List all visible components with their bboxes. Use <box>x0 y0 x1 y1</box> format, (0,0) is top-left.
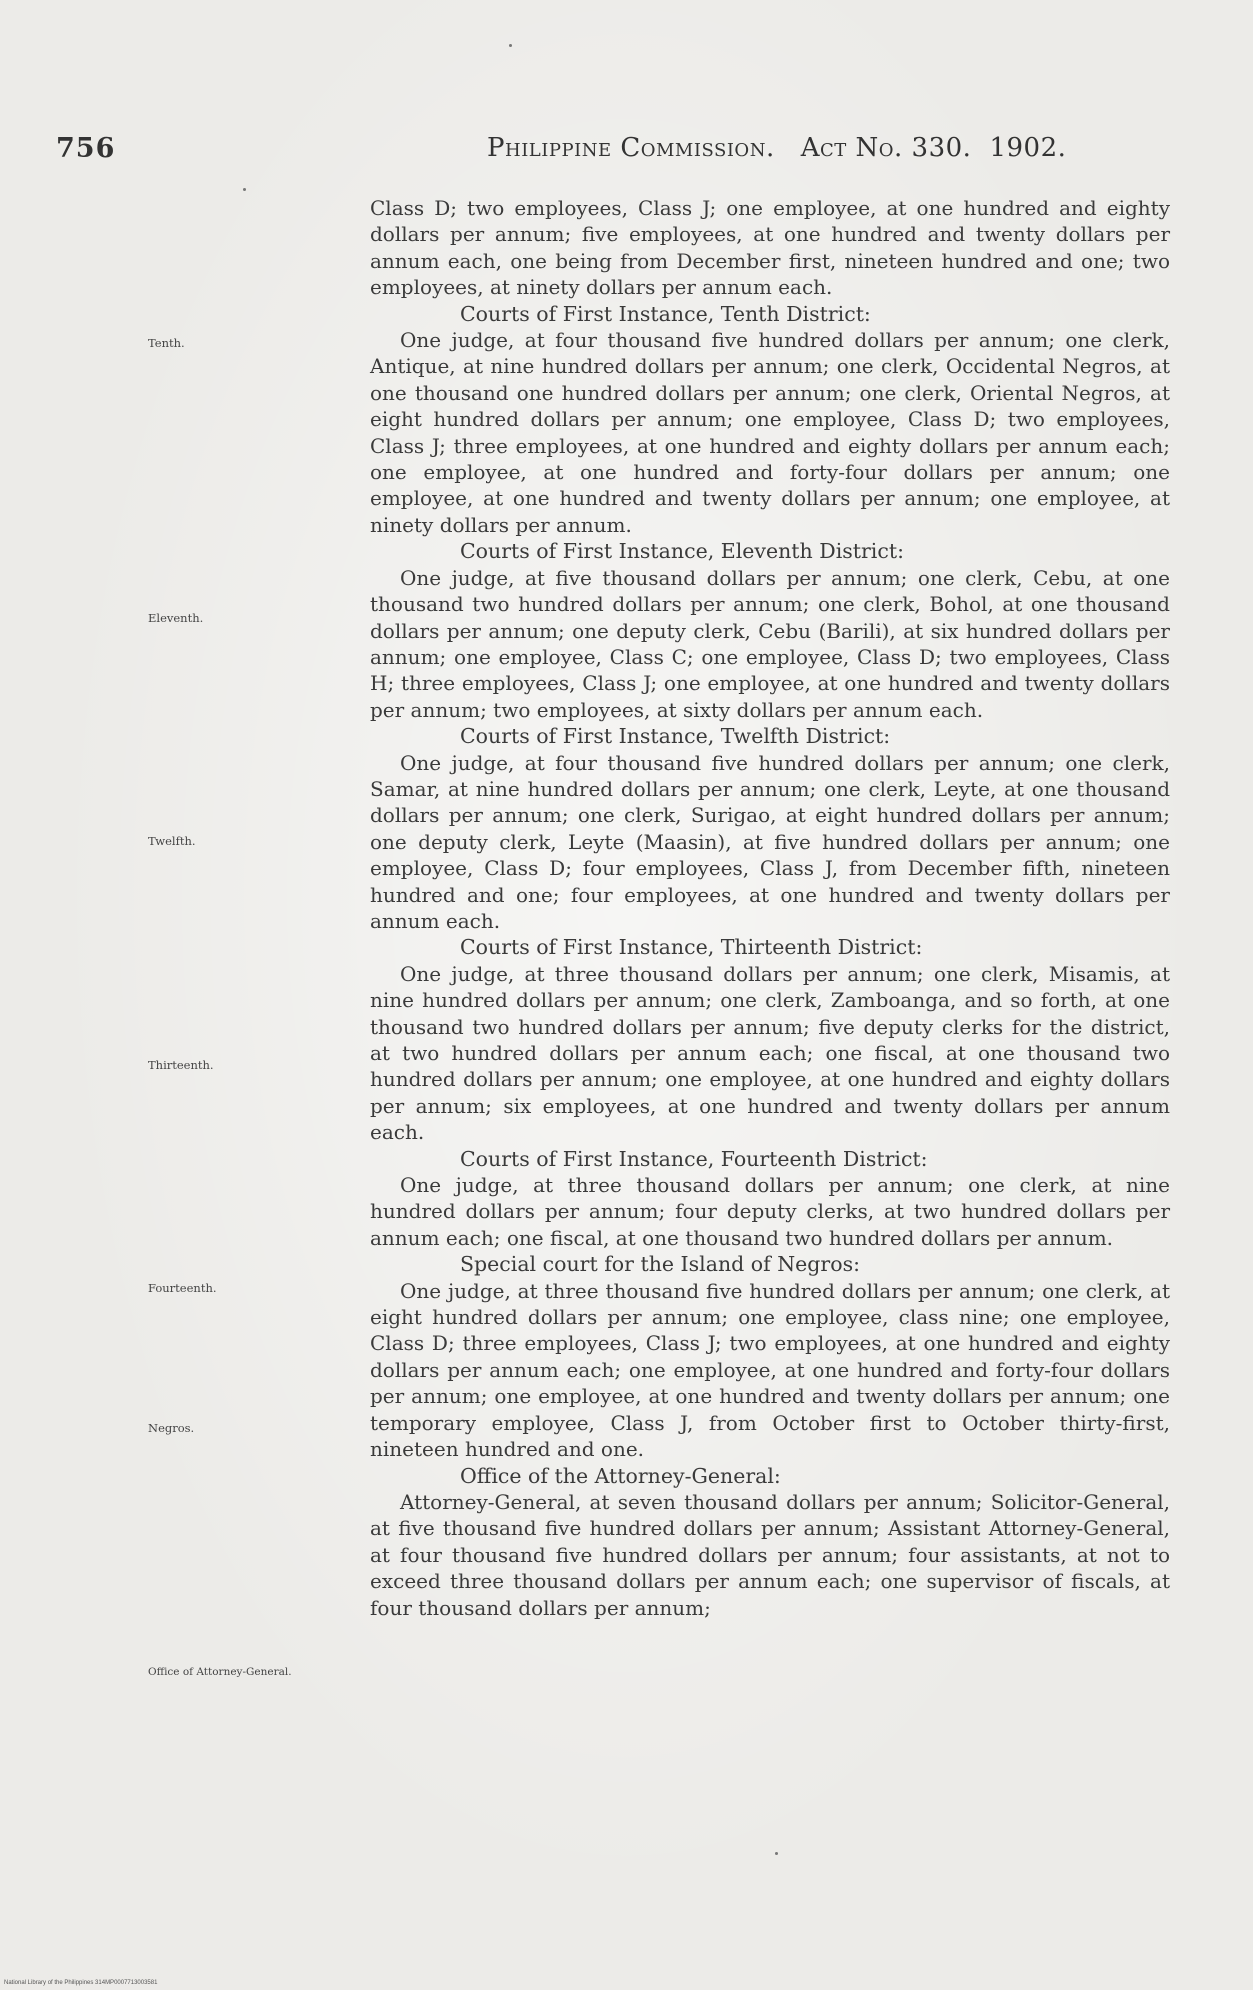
paragraph-fourteenth: One judge, at three thousand dollars per annum; one clerk, at nine hundred dollars per annum; four deputy clerks, at two hundred dollars per annum each; one fiscal, at one thousand two hundred dollars per annum. <box>370 1173 1170 1250</box>
section-heading-tenth: Courts of First Instance, Tenth District: <box>460 301 871 326</box>
section-heading-thirteenth: Courts of First Instance, Thirteenth District: <box>460 935 923 960</box>
page-number: 756 <box>56 133 116 164</box>
main-text <box>370 195 1170 1621</box>
paragraph-twelfth: One judge, at four thousand five hundred dollars per annum; one clerk, Samar, at nine hundred dollars per annum; one clerk, Leyte, at one thousand dollars per annum; one clerk, Surigao, at eight hundred dollars per annum; one deputy clerk, Leyte (Maasin), at five hundred dollars per annum; one employee, Class D; four employees, Class J, from December fifth, nineteen hundred and one; four employees, at one hundred and twenty dollars per annum each. <box>370 750 1170 933</box>
running-head-year: 1902. <box>989 133 1067 163</box>
margin-note-eleventh: Eleventh. <box>148 611 204 625</box>
paragraph-negros: One judge, at three thousand five hundred dollars per annum; one clerk, at eight hundred dollars per annum; one employee, class nine; one employee, Class D; three employees, Class J; two employees, at one hundred and eighty dollars per annum each; one employee, at one hundred and forty-four dollars per annum; one employee, at one hundred and twenty dollars per annum; one temporary employee, Class J, from October first to October thirty-first, nineteen hundred and one. <box>370 1278 1170 1462</box>
paragraph-continuation: Class D; two employees, Class J; one employee, at one hundred and eighty dollars per annum; five employees, at one hundred and twenty dollars per annum each, one being from December first, nineteen hundred and one; two employees, at ninety dollars per annum each. <box>370 196 1170 300</box>
margin-note-negros: Negros. <box>148 1421 195 1435</box>
section-heading-eleventh: Courts of First Instance, Eleventh District: <box>460 539 904 564</box>
paragraph-tenth: One judge, at four thousand five hundred dollars per annum; one clerk, Antique, at nine hundred dollars per annum; one clerk, Occidental Negros, at one thousand one hundred dollars per annum; one clerk, Oriental Negros, at eight hundred dollars per annum; one employee, Class D; two employees, Class J; three employees, at one hundred and eighty dollars per annum each; one employee, at one hundred and forty-four dollars per annum; one employee, at one hundred and twenty dollars per annum; one employee, at ninety dollars per annum. <box>370 328 1170 537</box>
margin-note-twelfth: Twelfth. <box>148 834 196 848</box>
margin-note-tenth: Tenth. <box>148 336 185 350</box>
scan-credit: National Library of the Philippines 314MP0007713003581 <box>4 1980 158 1986</box>
page-header <box>0 133 1253 173</box>
scan-speck <box>509 44 512 47</box>
margin-note-thirteenth: Thirteenth. <box>148 1058 214 1072</box>
running-head <box>487 133 1066 163</box>
section-heading-fourteenth: Courts of First Instance, Fourteenth District: <box>460 1146 928 1171</box>
paragraph-thirteenth: One judge, at three thousand dollars per annum; one clerk, Misamis, at nine hundred dollars per annum; one clerk, Zamboanga, and so forth, at one thousand two hundred dollars per annum; five deputy clerks for the district, at two hundred dollars per annum each; one fiscal, at one thousand two hundred dollars per annum; one employee, at one hundred and eighty dollars per annum; six employees, at one hundred and twenty dollars per annum each. <box>370 961 1170 1145</box>
scan-speck <box>775 1852 778 1855</box>
paragraph-eleventh: One judge, at five thousand dollars per annum; one clerk, Cebu, at one thousand two hundred dollars per annum; one clerk, Bohol, at one thousand dollars per annum; one deputy clerk, Cebu (Barili), at six hundred dollars per annum; one employee, Class C; one employee, Class D; two employees, Class H; three employees, Class J; one employee, at one hundred and twenty dollars per annum; two employees, at sixty dollars per annum each. <box>370 565 1170 722</box>
margin-note-attorney-general: Office of Attorney-General. <box>148 1666 292 1678</box>
section-heading-attorney-general: Office of the Attorney-General: <box>460 1463 781 1488</box>
margin-note-fourteenth: Fourteenth. <box>148 1281 217 1295</box>
section-heading-twelfth: Courts of First Instance, Twelfth District: <box>460 724 891 749</box>
scan-speck <box>243 188 246 191</box>
running-head-title: Philippine Commission. <box>487 133 775 163</box>
running-head-act: Act No. 330. <box>800 133 972 163</box>
paragraph-attorney-general: Attorney-General, at seven thousand dollars per annum; Solicitor-General, at five thousand five hundred dollars per annum; Assistant Attorney-General, at four thousand five hundred dollars per annum; four assistants, at not to exceed three thousand dollars per annum each; one supervisor of fiscals, at four thousand dollars per annum; <box>370 1489 1170 1620</box>
section-heading-negros: Special court for the Island of Negros: <box>460 1252 860 1277</box>
